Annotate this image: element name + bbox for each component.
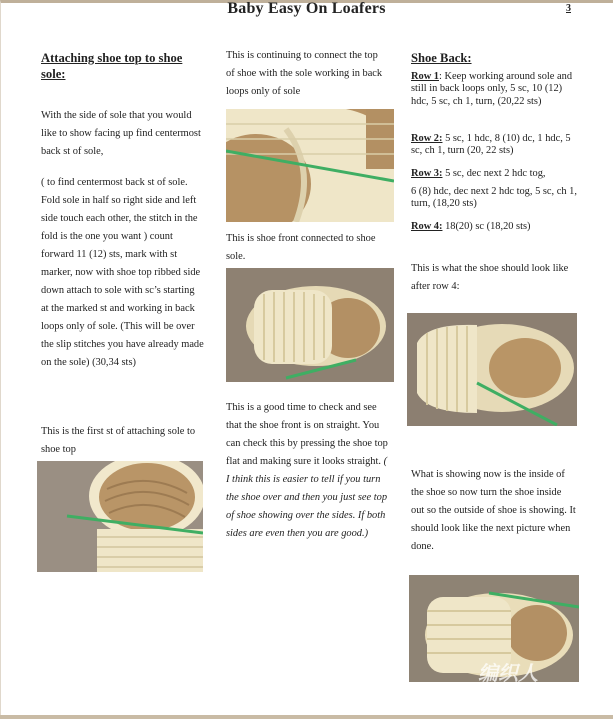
page-bottom-border [0,715,613,719]
watermark-text: 编织人 [478,661,538,685]
col2-para-3 [226,399,388,543]
row-2-label: Row 2: [411,133,443,144]
photo-front-connected [226,268,394,382]
col1-para-1: With the side of sole that you would like to show facing up find centermost back st of sole, [41,110,201,157]
row-4-instruction [411,221,577,233]
col2-para-3-italic: ( I think this is easier to tell if you turn the shoe over and then you just see top of shoe showing over the sides. If both sides are even then you are good.) [226,456,388,539]
row-4-label: Row 4: [411,221,443,232]
row-2-instruction [411,133,577,158]
photo-connecting-top [226,109,394,222]
row-2-text: 5 sc, 1 hdc, 8 (10) dc, 1 hdc, 5 sc, ch 1, turn (20, 22 sts) [411,133,571,157]
col2-para-3-regular: This is a good time to check and see that the shoe front is on straight. You can check this by pressing the shoe top flat and making sure it looks straight. [226,402,388,467]
col2-para-1: This is continuing to connect the top of shoe with the sole working in back loops only of sole [226,50,383,97]
row-3-instruction [411,168,577,180]
row-1-instruction [411,71,577,108]
row-3b-text: 6 (8) hdc, dec next 2 hdc tog, 5 sc, ch 1, turn, (18,20 sts) [411,186,577,210]
page-number: 3 [566,3,571,14]
photo-first-stitch [37,461,203,572]
col3-para-2: What is showing now is the inside of the shoe so now turn the shoe inside out so the outside of shoe is showing. It should look like the next picture when done. [411,469,576,552]
col1-para-3: This is the first st of attaching sole to shoe top [41,426,196,455]
col1-para-2: ( to find centermost back st of sole. Fold sole in half so right side and left side touch each other, the stitch in the fold is the one you want ) count forward 11 (12) sts, mark with st marker, now with shoe top ribbed side down attach to sole with sc’s starting at the marked st and working in back loops only of sole. (This will be over the slip stitches you have already made on the sole) (30,34 sts) [41,177,204,368]
row-3-text: 5 sc, dec next 2 hdc tog, [442,168,546,179]
shoe-back-heading: Shoe Back: [411,51,472,65]
row-1-text: : Keep working around sole and still in back loops only, 5 sc, 10 (12) hdc, 5 sc, ch 1, turn, (20,22 sts) [411,71,573,107]
photo-after-row-4 [407,313,577,426]
attaching-heading: Attaching shoe top to shoe sole: [41,51,183,81]
col3-para-1: This is what the shoe should look like after row 4: [411,263,569,292]
row-3-label: Row 3: [411,168,443,179]
row-1-label: Row 1 [411,71,439,82]
page-title: Baby Easy On Loafers [227,0,386,17]
col2-para-2: This is shoe front connected to shoe sole. [226,233,376,262]
row-3-continued [411,186,577,211]
row-4-text: 18(20) sc (18,20 sts) [442,221,531,232]
